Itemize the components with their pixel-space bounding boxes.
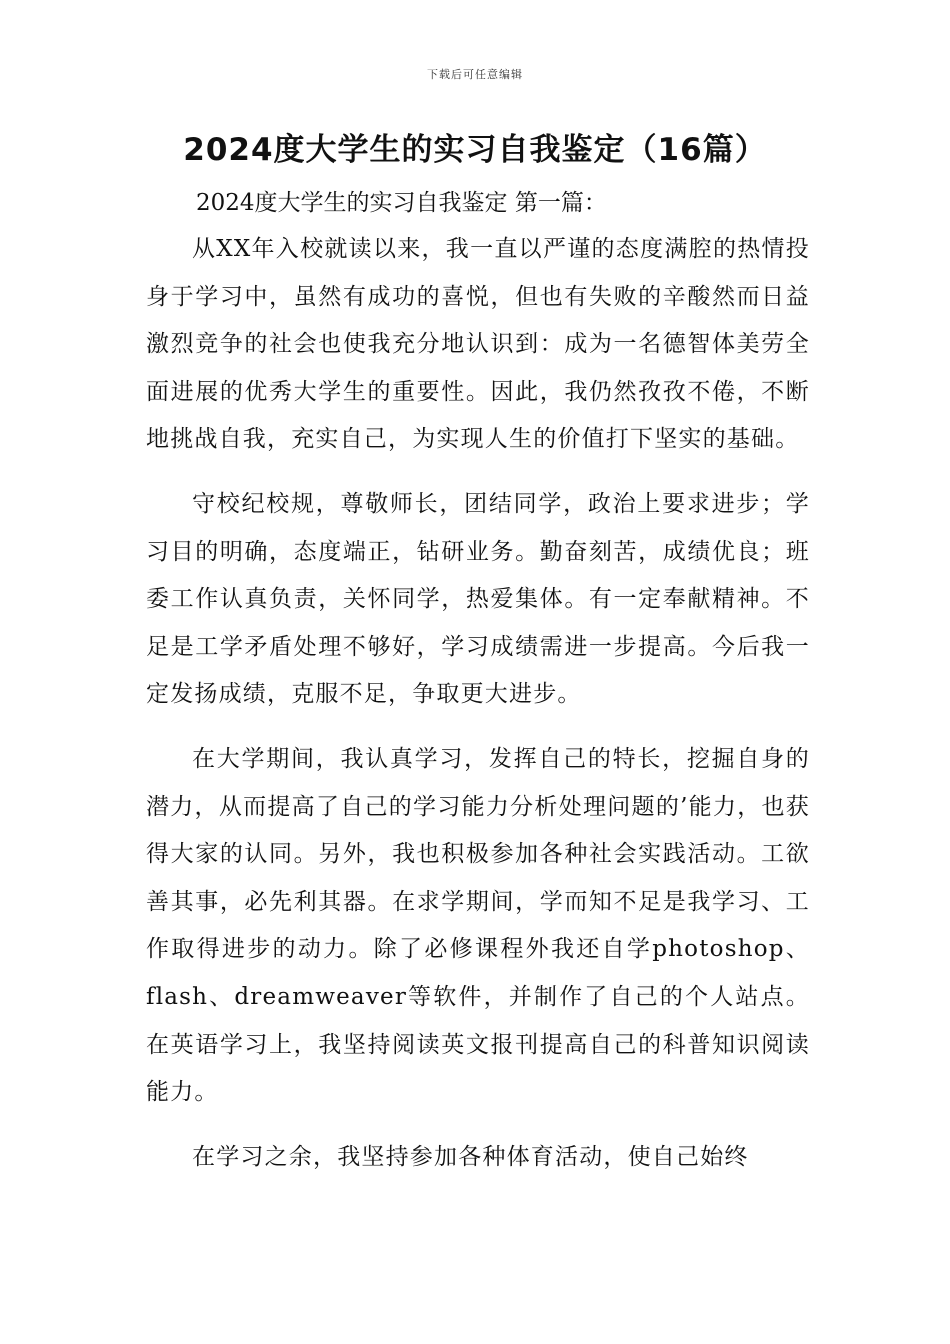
section-heading: 2024度大学生的实习自我鉴定 第一篇： bbox=[196, 190, 607, 216]
paragraph-1: 从XX年入校就读以来，我一直以严谨的态度满腔的热情投身于学习中，虽然有成功的喜悦，但也有失败的辛酸然而日益激烈竞争的社会也使我充分地认识到：成为一名德智体美劳全面进展的优秀大学生的重要性。因此，我仍然孜孜不倦，不断地挑战自我，充实自己，为实现人生的价值打下坚实的基础。 bbox=[146, 236, 810, 453]
paragraph-2: 守校纪校规，尊敬师长，团结同学，政治上要求进步；学习目的明确，态度端正，钻研业务。勤奋刻苦，成绩优良；班委工作认真负责，关怀同学，热爱集体。有一定奉献精神。不足是工学矛盾处理不够好，学习成绩需进一步提高。今后我一定发扬成绩，克服不足，争取更大进步。 bbox=[146, 490, 810, 708]
paragraph-4: 在学习之余，我坚持参加各种体育活动，使自己始终 bbox=[192, 1143, 749, 1170]
document-title: 2024度大学生的实习自我鉴定（16篇） bbox=[183, 132, 767, 168]
paragraph-3: 在大学期间，我认真学习，发挥自己的特长，挖掘自身的潜力，从而提高了自己的学习能力分析处理问题的’能力，也获得大家的认同。另外，我也积极参加各种社会实践活动。工欲善其事，必先利其器。在求学期间，学而知不足是我学习、工作取得进步的动力。除了必修课程外我还自学photoshop、flash、dreamweaver等软件，并制作了自己的个人站点。在英语学习上，我坚持阅读英文报刊提高自己的科普知识阅读能力。 bbox=[146, 745, 810, 1106]
document-body bbox=[146, 226, 810, 1198]
header-note: 下载后可任意编辑 bbox=[427, 68, 523, 81]
